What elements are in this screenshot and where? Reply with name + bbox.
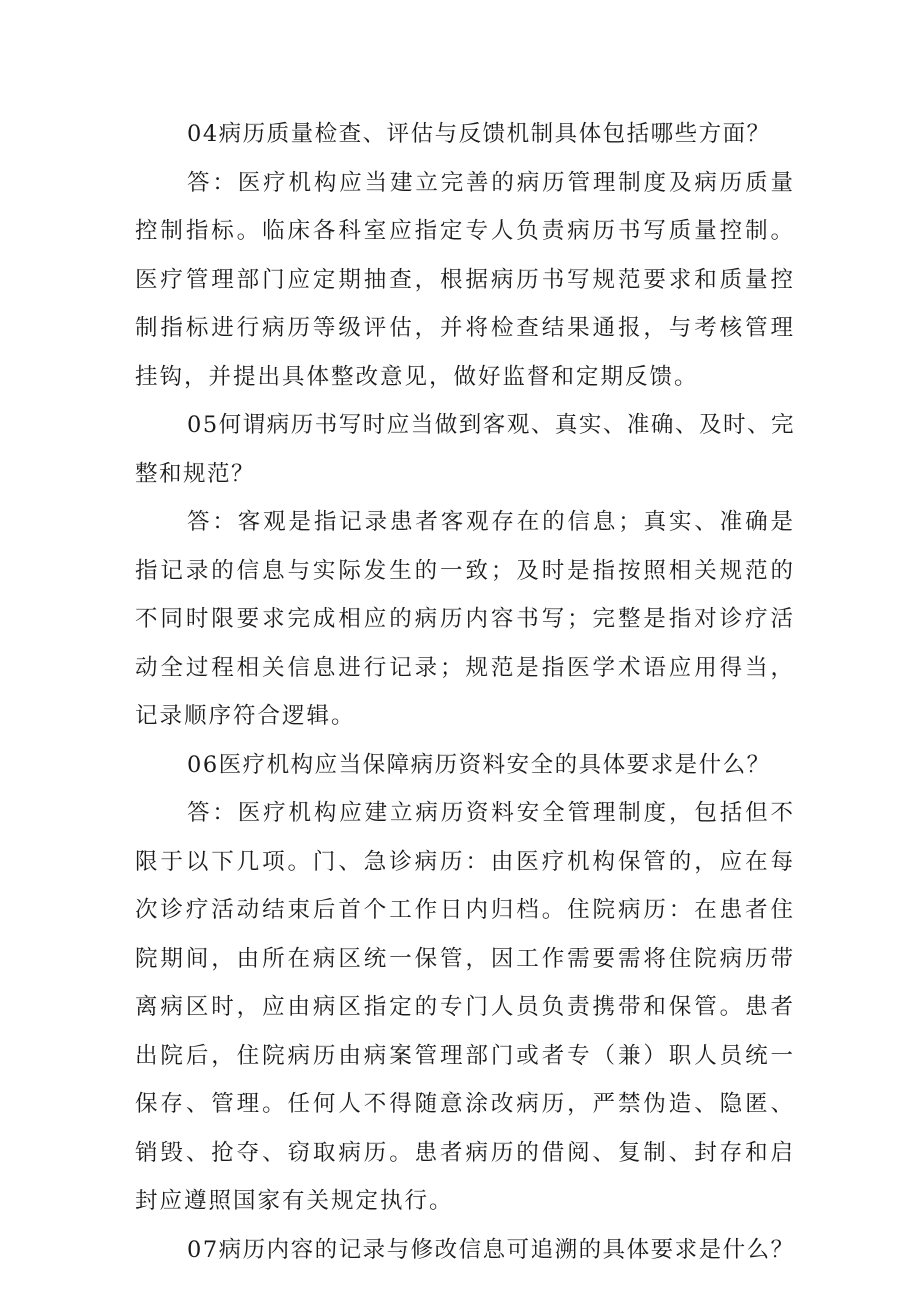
question-07: 07病历内容的记录与修改信息可追溯的具体要求是什么？: [187, 1236, 795, 1263]
document-body: [135, 110, 795, 1274]
question-05: 05何谓病历书写时应当做到客观、真实、准确、及时、完整和规范？: [135, 412, 795, 487]
answer-06: 答：医疗机构应建立病历资料安全管理制度，包括但不限于以下几项。门、急诊病历：由医疗机构保管的，应在每次诊疗活动结束后首个工作日内归档。住院病历：在患者住院期间，由所在病区统一保管，因工作需要需将住院病历带离病区时，应由病区指定的专门人员负责携带和保管。患者出院后，住院病历由病案管理部门或者专（兼）职人员统一保存、管理。任何人不得随意涂改病历，严禁伪造、隐匿、销毁、抢夺、窃取病历。患者病历的借阅、复制、封存和启封应遵照国家有关规定执行。: [135, 800, 795, 1214]
answer-04: 答：医疗机构应当建立完善的病历管理制度及病历质量控制指标。临床各科室应指定专人负责病历书写质量控制。医疗管理部门应定期抽查，根据病历书写规范要求和质量控制指标进行病历等级评估，并将检查结果通报，与考核管理挂钩，并提出具体整改意见，做好监督和定期反馈。: [135, 169, 795, 390]
question-06: 06医疗机构应当保障病历资料安全的具体要求是什么？: [187, 751, 771, 778]
question-04: 04病历质量检查、评估与反馈机制具体包括哪些方面？: [187, 121, 771, 147]
answer-05: 答：客观是指记录患者客观存在的信息；真实、准确是指记录的信息与实际发生的一致；及时是指按照相关规范的不同时限要求完成相应的病历内容书写；完整是指对诊疗活动全过程相关信息进行记录；规范是指医学术语应用得当，记录顺序符合逻辑。: [135, 509, 795, 729]
